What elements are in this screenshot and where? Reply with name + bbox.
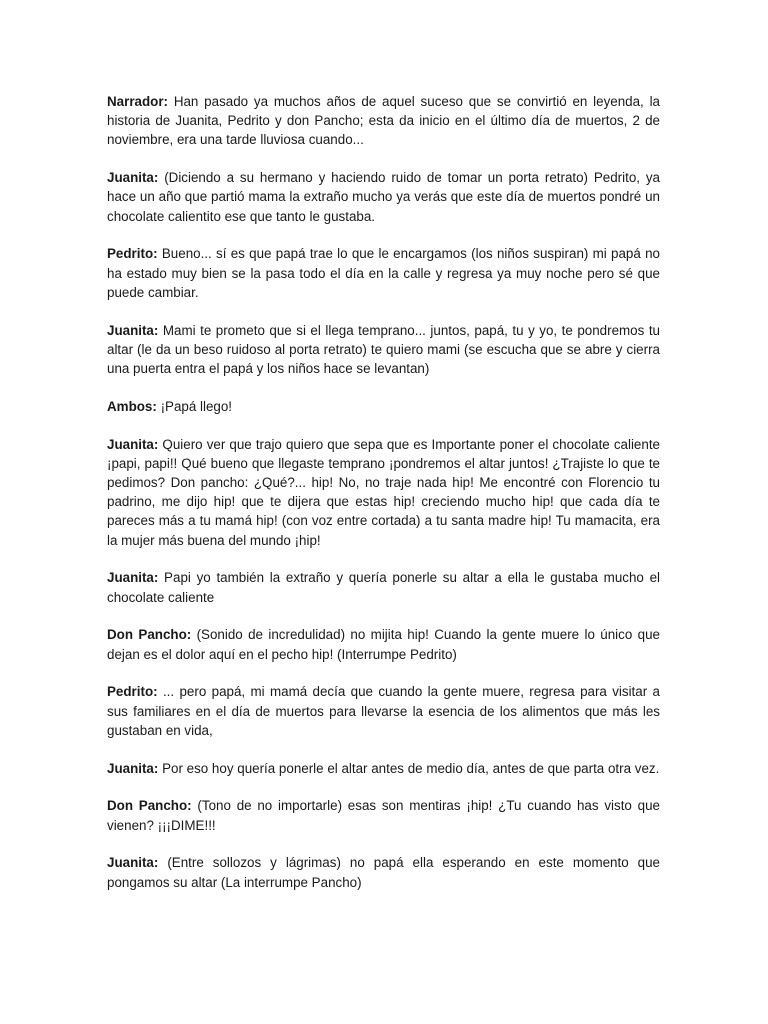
speaker-name: Juanita: <box>107 855 159 871</box>
dialogue-text: Bueno... sí es que papá trae lo que le encargamos (los niños suspiran) mi papá no ha estado muy bien se la pasa todo el día en la calle y regresa ya muy noche pero sé que puede cambiar. <box>107 246 660 300</box>
speaker-name: Juanita: <box>107 436 159 452</box>
speaker-name: Don Pancho: <box>107 798 192 814</box>
dialogue-text: (Entre sollozos y lágrimas) no papá ella esperando en este momento que pongamos su altar (La interrumpe Pancho) <box>107 855 660 890</box>
speaker-name: Juanita: <box>107 570 159 586</box>
dialogue-paragraph-pedrito-1 <box>107 244 660 302</box>
dialogue-paragraph-juanita-6 <box>107 853 660 891</box>
speaker-name: Juanita: <box>107 760 159 776</box>
dialogue-text: Por eso hoy quería ponerle el altar antes de medio día, antes de que parta otra vez. <box>158 760 660 776</box>
dialogue-text: Papi yo también la extraño y quería ponerle su altar a ella le gustaba mucho el chocolate caliente <box>107 570 660 605</box>
dialogue-text: Han pasado ya muchos años de aquel suceso que se convirtió en leyenda, la historia de Juanita, Pedrito y don Pancho; esta da inicio en el último día de muertos, 2 de noviembre, era una tarde lluviosa cuando... <box>107 94 660 148</box>
speaker-name: Juanita: <box>107 170 159 186</box>
dialogue-paragraph-don-pancho-1 <box>107 625 660 663</box>
dialogue-text: ¡Papá llego! <box>156 398 233 414</box>
dialogue-paragraph-juanita-3 <box>107 435 660 550</box>
dialogue-paragraph-pedrito-2 <box>107 682 660 740</box>
speaker-name: Narrador: <box>107 94 169 109</box>
dialogue-paragraph-ambos <box>107 397 660 416</box>
dialogue-paragraph-juanita-2 <box>107 321 660 379</box>
dialogue-text: (Sonido de incredulidad) no mijita hip! Cuando la gente muere lo único que dejan es el dolor aquí en el pecho hip! (Interrumpe Pedrito) <box>107 627 660 662</box>
dialogue-text: Quiero ver que trajo quiero que sepa que es Importante poner el chocolate caliente ¡papi, papi!! Qué bueno que llegaste temprano ¡pondremos el altar juntos! ¿Trajiste lo que te pedimos? Don pancho: ¿Qué?... hip! No, no traje nada hip! Me encontré con Florencio tu padrino, me dijo hip! que te dijera que estas hip! creciendo mucho hip! que cada día te pareces más a tu mamá hip! (con voz entre cortada) a tu santa madre hip! Tu mamacita, era la mujer más buena del mundo ¡hip! <box>107 436 660 548</box>
dialogue-paragraph-juanita-5 <box>107 759 660 778</box>
speaker-name: Don Pancho: <box>107 627 192 643</box>
dialogue-text: (Tono de no importarle) esas son mentiras ¡hip! ¿Tu cuando has visto que vienen? ¡¡¡DIME!!! <box>107 798 660 833</box>
dialogue-text: Mami te prometo que si el llega temprano... juntos, papá, tu y yo, te pondremos tu altar (le da un beso ruidoso al porta retrato) te quiero mami (se escucha que se abre y cierra una puerta entra el papá y los niños hace se levantan) <box>107 322 660 377</box>
dialogue-paragraph-juanita-1 <box>107 168 660 226</box>
speaker-name: Pedrito: <box>107 684 158 700</box>
dialogue-text: ... pero papá, mi mamá decía que cuando la gente muere, regresa para visitar a sus familiares en el día de muertos para llevarse la esencia de los alimentos que más les gustaban en vida, <box>107 684 660 738</box>
dialogue-paragraph-juanita-4 <box>107 568 660 606</box>
dialogue-paragraph-don-pancho-2 <box>107 796 660 834</box>
speaker-name: Ambos: <box>107 398 157 414</box>
speaker-name: Pedrito: <box>107 246 158 262</box>
dialogue-paragraph-narrador <box>107 92 660 150</box>
speaker-name: Juanita: <box>107 322 159 338</box>
dialogue-text: (Diciendo a su hermano y haciendo ruido de tomar un porta retrato) Pedrito, ya hace un año que partió mama la extraño mucho ya verás que este día de muertos pondré un chocolate calientito ese que tanto le gustaba. <box>107 170 660 224</box>
